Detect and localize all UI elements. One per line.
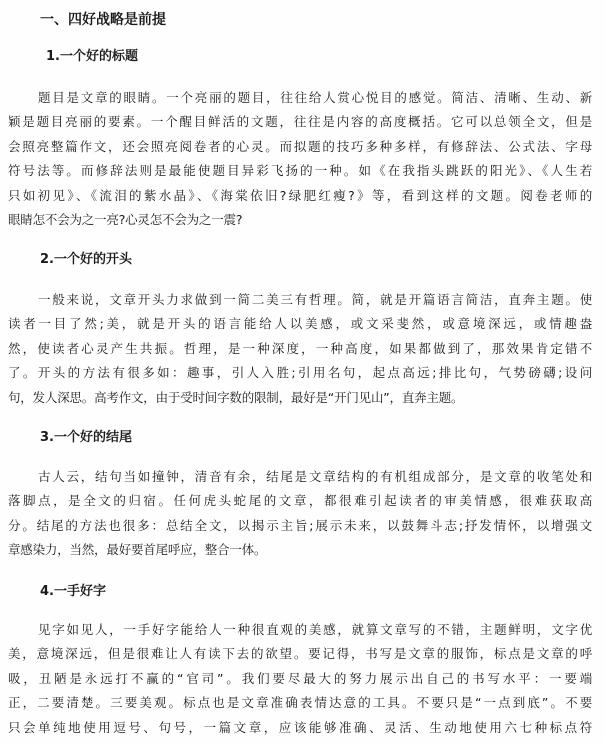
paragraph-line: 吸，丑陋是永远打不赢的“官司”。我们要尽最大的努力展示出自己的书写水平：一要端 [8, 670, 592, 686]
paragraph-line: 只会单纯地使用逗号、句号，一篇文章，应该能够准确、灵活、生动地使用六七种标点符 [8, 719, 592, 735]
paragraph-opening [8, 288, 592, 410]
paragraph-handwriting [8, 618, 592, 740]
paragraph-line: 正，二要清楚。三要美观。标点也是文章准确表情达意的工具。不要只是“一点到底”。不要 [8, 695, 592, 711]
paragraph-line: 句，发人深思。高考作文，由于受时间字数的限制，最好是“开门见山”，直奔主题。 [8, 389, 464, 405]
paragraph-line: 符号法等。而修辞法则是最能使题目异彩飞扬的一种。如《在我指头跳跃的阳光》、《人生若 [8, 163, 592, 179]
paragraph-title [8, 86, 592, 232]
subsection-heading-opening: 2.一个好的开头 [40, 252, 132, 267]
paragraph-line: 分。结尾的方法也很多：总结全文，以揭示主旨;展示未来，以鼓舞斗志;抒发情怀，以增强文 [8, 517, 592, 533]
subsection-heading-ending: 3.一个好的结尾 [40, 430, 132, 445]
paragraph-line: 读者一目了然;美，就是开头的语言能给人以美感，或文采斐然，或意境深远，或情趣盎 [8, 316, 592, 332]
paragraph-line: 美，意境深远，但是很难让人有读下去的欲望。要记得，书写是文章的服饰，标点是文章的呼 [8, 646, 592, 662]
paragraph-line: 只如初见》、《流泪的紫水晶》、《海棠依旧?绿肥红瘦?》等，看到这样的文题。阅卷老师的 [8, 187, 592, 203]
paragraph-line: 颖是题目亮丽的要素。一个醒目鲜活的文题，往往是内容的高度概括。它可以总领全文，但是 [8, 114, 592, 130]
paragraph-line: 古人云，结句当如撞钟，清音有余，结尾是文章结构的有机组成部分，是文章的收笔处和 [38, 469, 592, 484]
paragraph-line: 了。开头的方法有很多如：趣事，引人入胜;引用名句，起点高远;排比句，气势磅礴;设问 [8, 365, 592, 381]
paragraph-ending [8, 465, 592, 563]
paragraph-line: 一般来说，文章开头力求做到一简二美三有哲理。简，就是开篇语言简洁，直奔主题。使 [38, 292, 592, 307]
paragraph-line: 会照亮整篇作文，还会照亮阅卷者的心灵。而拟题的技巧多种多样，有修辞法、公式法、字母 [8, 138, 592, 154]
subsection-heading-handwriting: 4.一手好字 [40, 584, 106, 599]
paragraph-line: 然，使读者心灵产生共振。哲理，是一种深度，一种高度，如果都做到了，那效果肯定错不 [8, 340, 592, 356]
paragraph-line: 落脚点，是全文的归宿。任何虎头蛇尾的文章，都很难引起读者的审美情感，很难获取高 [8, 493, 592, 509]
paragraph-line: 章感染力，当然，最好要首尾呼应，整合一体。 [8, 542, 267, 558]
section-title: 一、四好战略是前提 [40, 12, 166, 28]
paragraph-line: 眼睛怎不会为之一亮?心灵怎不会为之一震? [8, 211, 243, 227]
paragraph-line: 见字如见人，一手好字能给人一种很直观的美感，就算文章写的不错，主题鲜明，文字优 [38, 622, 592, 637]
paragraph-line: 题目是文章的眼睛。一个亮丽的题目，往往给人赏心悦目的感觉。简洁、清晰、生动、新 [38, 90, 592, 105]
subsection-heading-title: 1.一个好的标题 [46, 49, 138, 64]
